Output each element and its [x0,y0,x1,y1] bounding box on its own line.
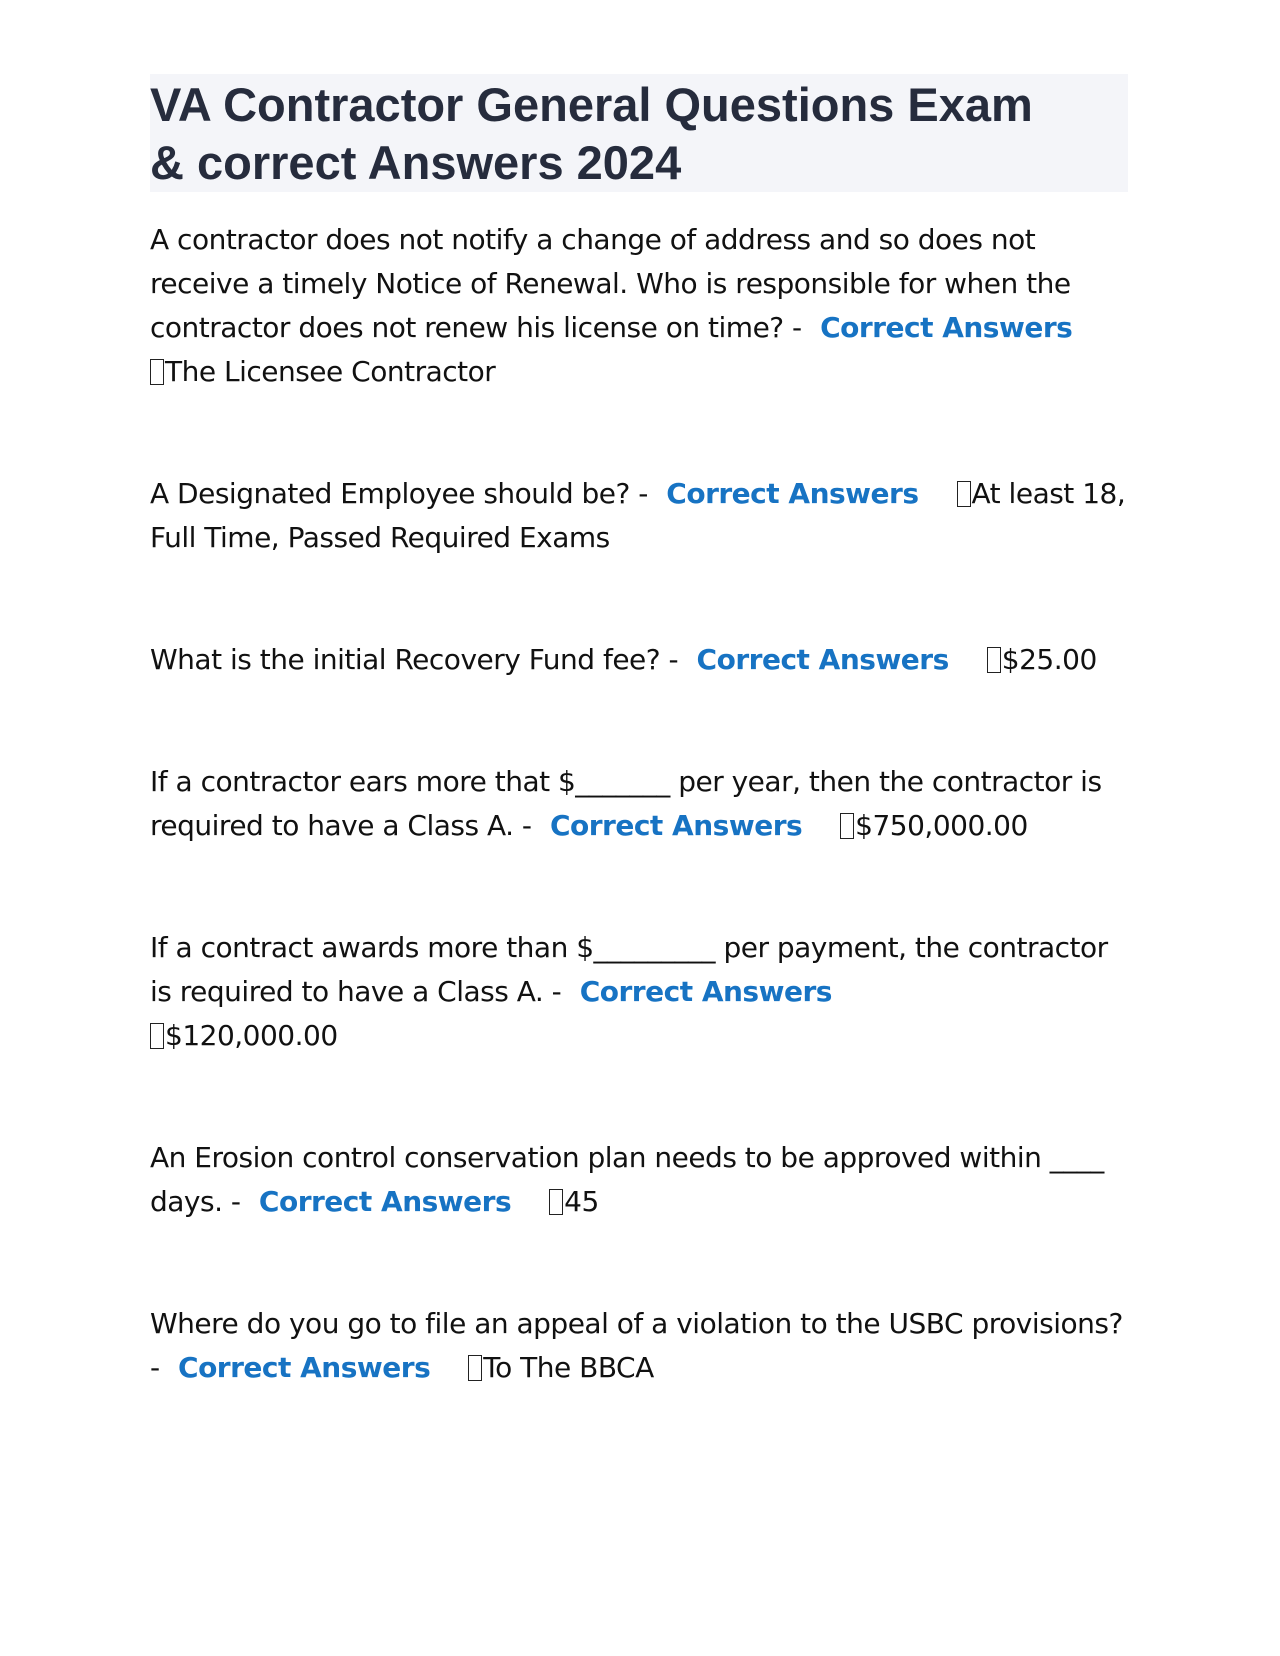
qa-item-2 [150,472,1130,560]
page-title [150,76,1128,192]
question-text: If a contractor ears more that $_______ per year, then the contractor is required to have a Class A. - [150,765,1102,842]
missing-glyph-icon [957,481,971,507]
correct-answers-label: Correct Answers [549,809,803,842]
question-text: A contractor does not notify a change of address and so does not receive a timely Notice of Renewal. Who is responsible for when the contractor does not renew his license on time? - [150,223,1071,344]
answer-text: 45 [564,1185,599,1218]
title-line-2: & correct Answers 2024 [150,136,682,189]
missing-glyph-icon [987,647,1001,673]
missing-glyph-icon [150,1023,164,1049]
answer-text: To The BBCA [483,1351,654,1384]
qa-item-6 [150,1136,1130,1224]
qa-item-3 [150,638,1130,682]
qa-item-7 [150,1302,1130,1390]
qa-item-4 [150,760,1130,848]
answer-text: $120,000.00 [165,1019,338,1052]
answer-text: $750,000.00 [855,809,1028,842]
title-block [150,74,1128,192]
missing-glyph-icon [150,359,164,385]
correct-answers-label: Correct Answers [579,975,832,1008]
answer-text: At least 18, Full Time, Passed Required Exams [150,477,1126,554]
question-text: An Erosion control conservation plan needs to be approved within ____ days. - [150,1141,1104,1218]
correct-answers-label: Correct Answers [178,1351,431,1384]
qa-item-1 [150,218,1130,394]
answer-text: $25.00 [1001,643,1097,676]
answer-text: The Licensee Contractor [165,355,496,388]
correct-answers-label: Correct Answers [820,311,1073,344]
document-page [150,74,1130,1390]
question-text: Where do you go to file an appeal of a violation to the USBC provisions? - [150,1307,1123,1384]
correct-answers-label: Correct Answers [258,1185,512,1218]
correct-answers-label: Correct Answers [696,643,949,676]
qa-item-5 [150,926,1130,1058]
question-text: If a contract awards more than $_________ per payment, the contractor is required to have a Class A. - [150,931,1108,1008]
missing-glyph-icon [840,813,854,839]
question-text: A Designated Employee should be? - [150,477,648,510]
correct-answers-label: Correct Answers [666,477,919,510]
missing-glyph-icon [468,1355,482,1381]
missing-glyph-icon [549,1189,563,1215]
question-text: What is the initial Recovery Fund fee? - [150,643,679,676]
title-line-1: VA Contractor General Questions Exam [150,78,1033,131]
